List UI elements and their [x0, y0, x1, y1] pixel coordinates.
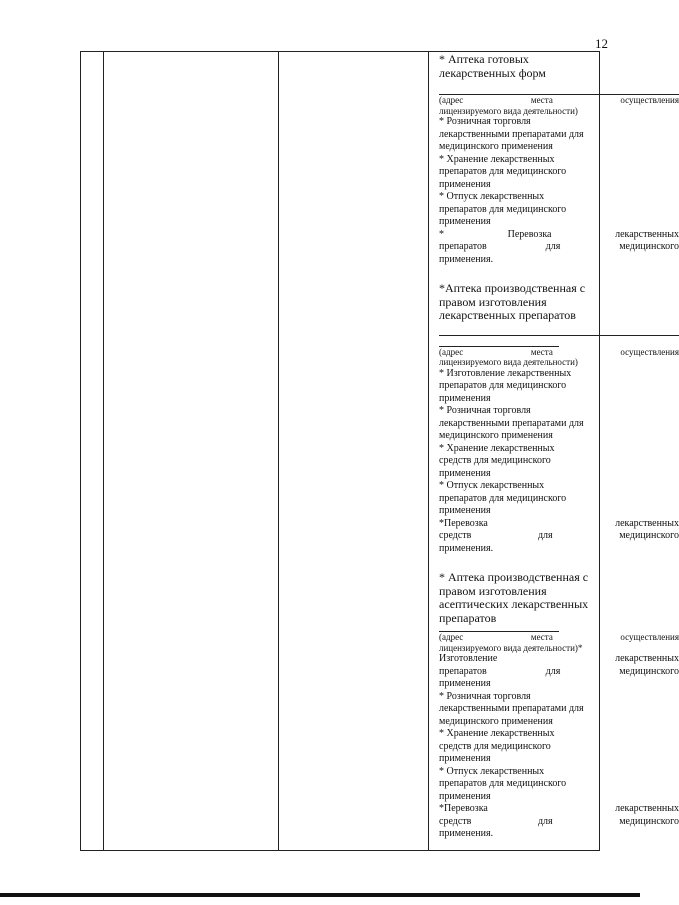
work-item: применения [439, 505, 491, 516]
work-item: * Отпуск лекарственных [439, 191, 545, 202]
page-number: 12 [595, 36, 608, 51]
work-item: применения [439, 753, 491, 764]
work-item: * Отпуск лекарственных [439, 480, 545, 491]
work-item: лекарственными препаратами для [439, 417, 584, 429]
work-item: препаратов для медицинского [439, 241, 679, 252]
section-title: лекарственных форм [439, 65, 546, 80]
work-item: * Хранение лекарственных [439, 153, 555, 165]
address-note: (адрес места осуществления [439, 346, 679, 357]
work-item: препаратов для медицинского [439, 492, 567, 504]
work-item: применения. [439, 542, 494, 554]
work-item: применения [439, 790, 491, 802]
column-divider-1 [103, 52, 104, 850]
work-item: препаратов для медицинского [439, 778, 567, 789]
address-note: лицензируемого вида деятельности)* [439, 642, 583, 653]
pharmacy-aseptic-section [439, 571, 679, 841]
address-note: лицензируемого вида деятельности) [439, 357, 578, 367]
address-note: лицензируемого вида деятельности) [439, 105, 578, 116]
work-item: применения. [439, 253, 494, 265]
section-title: *Аптека производственная с [439, 281, 586, 295]
work-item: медицинского применения [439, 141, 553, 152]
work-item: средств для медицинского [439, 740, 551, 752]
work-item: Изготовление лекарственных [439, 653, 679, 664]
work-item: медицинского применения [439, 430, 553, 441]
work-item: препаратов для медицинского [439, 380, 567, 391]
address-note: (адрес места осуществления [439, 95, 679, 105]
work-item: лекарственными препаратами для [439, 703, 584, 714]
work-item: средств для медицинского [439, 455, 551, 466]
work-item: средств для медицинского [439, 530, 679, 541]
works-column [439, 53, 679, 841]
work-item: * Розничная торговля [439, 405, 531, 416]
work-item: *Перевозка лекарственных [439, 517, 679, 529]
work-item: * Розничная торговля [439, 690, 531, 702]
section-title: препаратов [439, 610, 497, 625]
work-item: * Хранение лекарственных [439, 728, 555, 739]
work-item: средств для медицинского [439, 815, 679, 827]
work-item: применения [439, 392, 491, 404]
pharmacy-production-section [439, 282, 679, 555]
work-item: препаратов для медицинского [439, 166, 567, 177]
column-divider-3 [428, 52, 429, 850]
work-item: препаратов для медицинского [439, 665, 679, 677]
work-item: * Отпуск лекарственных [439, 765, 545, 777]
work-item: препаратов для медицинского [439, 203, 567, 215]
column-divider-2 [278, 52, 279, 850]
section-title: правом изготовления [439, 294, 547, 309]
work-item: лекарственными препаратами для [439, 128, 584, 140]
section-title: правом изготовления [439, 583, 547, 598]
work-item: * Изготовление лекарственных [439, 367, 572, 379]
pharmacy-ready-forms-section [439, 53, 679, 266]
work-item: применения [439, 178, 491, 190]
work-item: * Хранение лекарственных [439, 442, 555, 454]
scan-edge-bar [0, 893, 640, 897]
work-item: * Розничная торговля [439, 116, 531, 127]
license-table [80, 51, 679, 851]
work-item: применения. [439, 828, 494, 839]
section-title: * Аптека производственная с [439, 570, 589, 584]
work-item: применения [439, 678, 491, 689]
section-title: лекарственных препаратов [439, 308, 576, 322]
section-title: * Аптека готовых [439, 52, 529, 66]
work-item: * Перевозка лекарственных [439, 228, 679, 240]
work-item: применения [439, 216, 491, 227]
work-item: применения [439, 467, 491, 479]
work-item: медицинского применения [439, 715, 553, 727]
address-note: (адрес места осуществления [439, 632, 679, 642]
work-item: *Перевозка лекарственных [439, 803, 679, 814]
section-title: асептических лекарственных [439, 597, 589, 611]
